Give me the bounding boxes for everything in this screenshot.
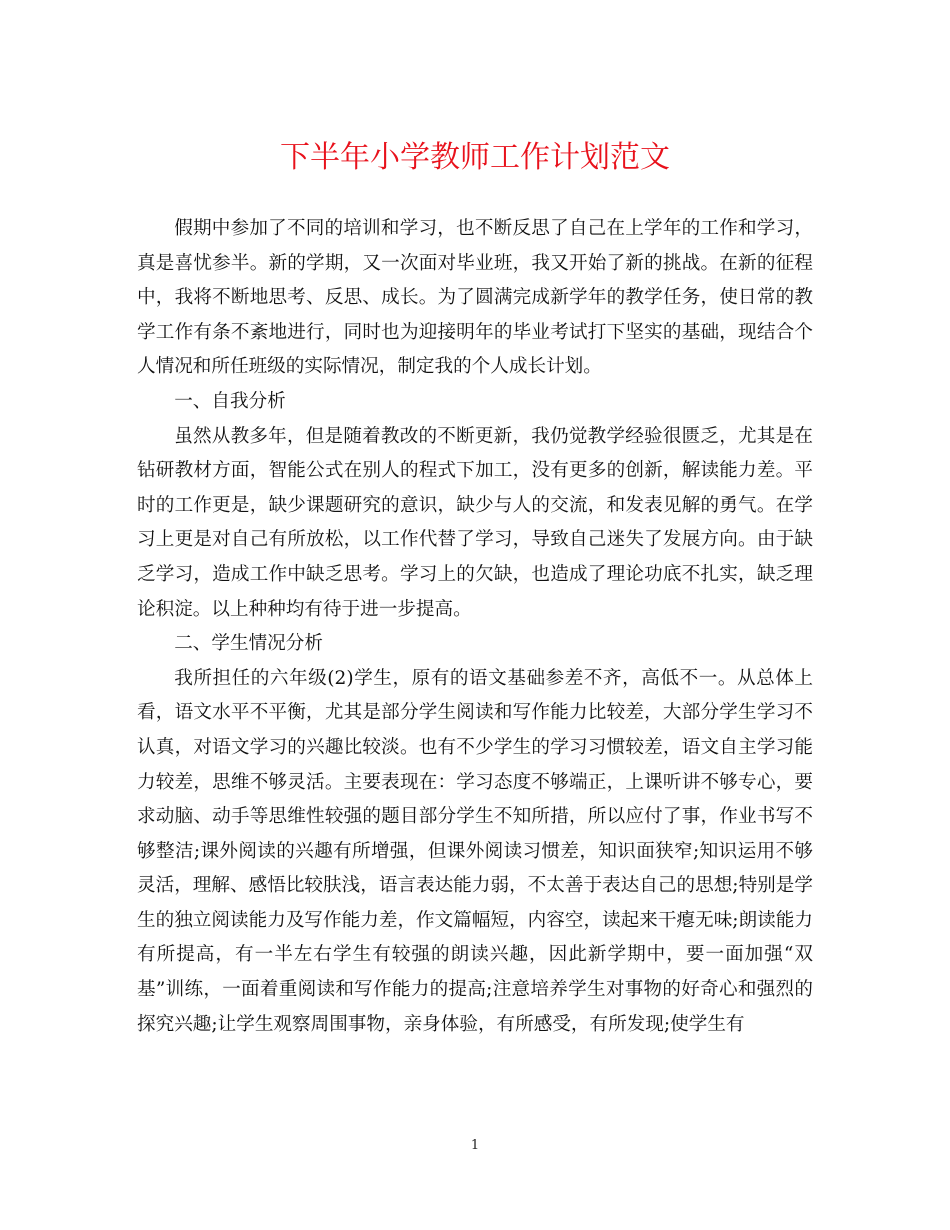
student-analysis-paragraph: 我所担任的六年级(2)学生，原有的语文基础参差不齐，高低不一。从总体上看，语文水平不平衡，尤其是部分学生阅读和写作能力比较差，大部分学生学习不认真，对语文学习的兴趣比较淡。也有不少学生的学习习惯较差，语文自主学习能力较差，思维不够灵活。主要表现在：学习态度不够端正，上课听讲不够专心，要求动脑、动手等思维性较强的题目部分学生不知所措，所以应付了事，作业书写不够整洁;课外阅读的兴趣有所增强，但课外阅读习惯差，知识面狭窄;知识运用不够灵活，理解、感悟比较肤浅，语言表达能力弱，不太善于表达自己的思想;特别是学生的独立阅读能力及写作能力差，作文篇幅短，内容空，读起来干瘪无味;朗读能力有所提高，有一半左右学生有较强的朗读兴趣，因此新学期中，要一面加强“双基”训练，一面着重阅读和写作能力的提高;注意培养学生对事物的好奇心和强烈的探究兴趣;让学生观察周围事物，亲身体验，有所感受，有所发现;使学生有 <box>137 667 813 1035</box>
document-title: 下半年小学教师工作计划范文 <box>280 140 670 175</box>
section-heading-self-analysis: 一、自我分析 <box>174 390 286 412</box>
document-body <box>137 212 813 1042</box>
self-analysis-paragraph: 虽然从教多年，但是随着教改的不断更新，我仍觉教学经验很匮乏，尤其是在钻研教材方面，智能公式在别人的程式下加工，没有更多的创新，解读能力差。平时的工作更是，缺少课题研究的意识，缺少与人的交流，和发表见解的勇气。在学习上更是对自己有所放松，以工作代替了学习，导致自己迷失了发展方向。由于缺乏学习，造成工作中缺乏思考。学习上的欠缺，也造成了理论功底不扎实，缺乏理论积淀。以上种种均有待于进一步提高。 <box>137 425 813 620</box>
intro-paragraph: 假期中参加了不同的培训和学习，也不断反思了自己在上学年的工作和学习，真是喜忧参半。新的学期，又一次面对毕业班，我又开始了新的挑战。在新的征程中，我将不断地思考、反思、成长。为了圆满完成新学年的教学任务，使日常的教学工作有条不紊地进行，同时也为迎接明年的毕业考试打下坚实的基础，现结合个人情况和所任班级的实际情况，制定我的个人成长计划。 <box>137 218 813 378</box>
section-heading-student-analysis: 二、学生情况分析 <box>174 633 323 655</box>
page-number: 1 <box>470 1138 480 1153</box>
